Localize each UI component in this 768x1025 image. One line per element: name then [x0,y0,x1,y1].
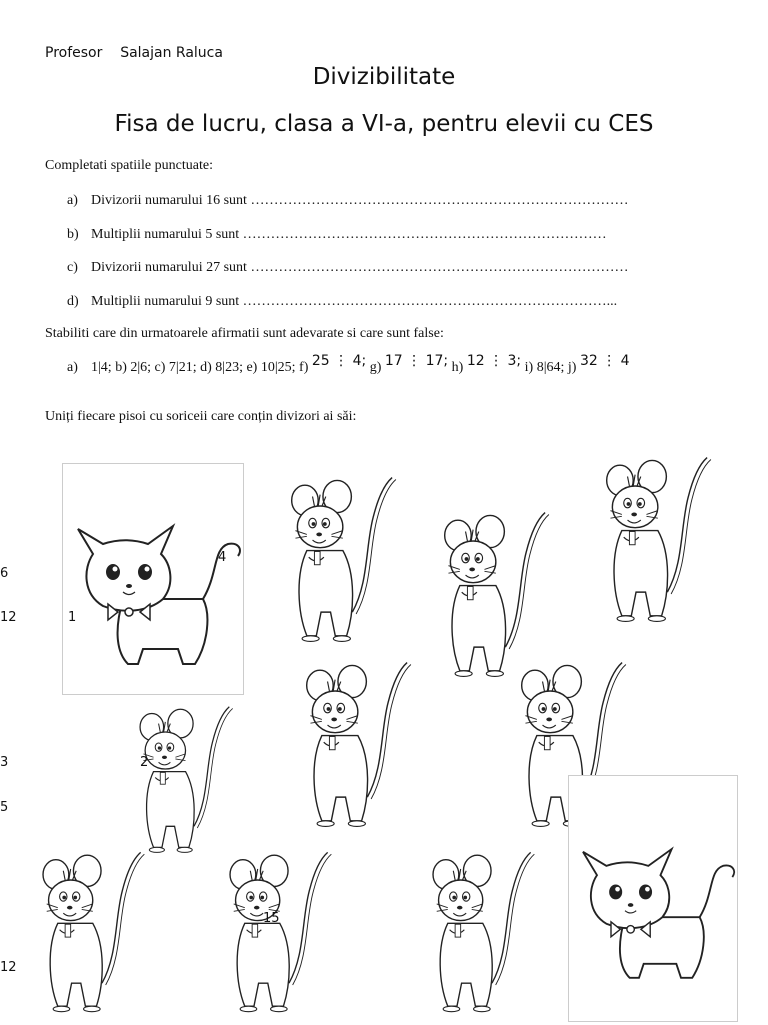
exercise1-item-d: d) Multiplii numarului 9 sunt ……………………………………………………………………... [67,294,618,309]
mouse-illustration-1 [275,470,405,654]
number-label: 2 [140,755,149,770]
number-label: 5 [0,800,9,815]
mouse-illustration-8 [212,845,342,1024]
mouse-illustration-4 [290,655,420,839]
cat-illustration-1 [62,463,244,695]
exercise3-instruction: Uniți fiecare pisoi cu soriceii care conțin divizori ai săi: [45,409,357,424]
mouse-illustration-7 [25,845,155,1024]
number-label: 12 [0,960,17,975]
exercise1-item-b: b) Multiplii numarului 5 sunt …………………………………………………………………… [67,227,607,242]
number-label: 15 [263,911,280,926]
cat-illustration-2 [568,775,738,1022]
author-name: Salajan Raluca [120,45,223,61]
number-label: 3 [0,755,9,770]
page-subtitle: Fisa de lucru, clasa a VI-a, pentru elevii cu CES [114,111,654,137]
exercise2-statements: a) 1|4; b) 2|6; c) 7|21; d) 8|23; e) 10|25; f) 25 ⋮ 4; g) 17 ⋮ 17; h) 12 ⋮ 3; i) 8|64; j) 32 ⋮ 4 [67,353,630,375]
number-label: 6 [0,566,9,581]
mouse-illustration-6 [118,700,248,864]
exercise1-instruction: Completati spatiile punctuate: [45,158,213,173]
number-label: 4 [218,550,227,565]
exercise2-instruction: Stabiliti care din urmatoarele afirmatii sunt adevarate si care sunt false: [45,326,444,341]
mouse-illustration-9 [415,845,545,1024]
number-label: 1 [68,610,77,625]
number-label: 12 [0,610,17,625]
exercise1-item-a: a) Divizorii numarului 16 sunt ……………………………………………………………………… [67,193,629,208]
mouse-illustration-3 [590,450,720,634]
author-line [45,45,223,61]
author-role: Profesor [45,45,103,61]
exercise1-item-c: c) Divizorii numarului 27 sunt ……………………………………………………………………… [67,260,629,275]
page-title: Divizibilitate [312,64,456,90]
